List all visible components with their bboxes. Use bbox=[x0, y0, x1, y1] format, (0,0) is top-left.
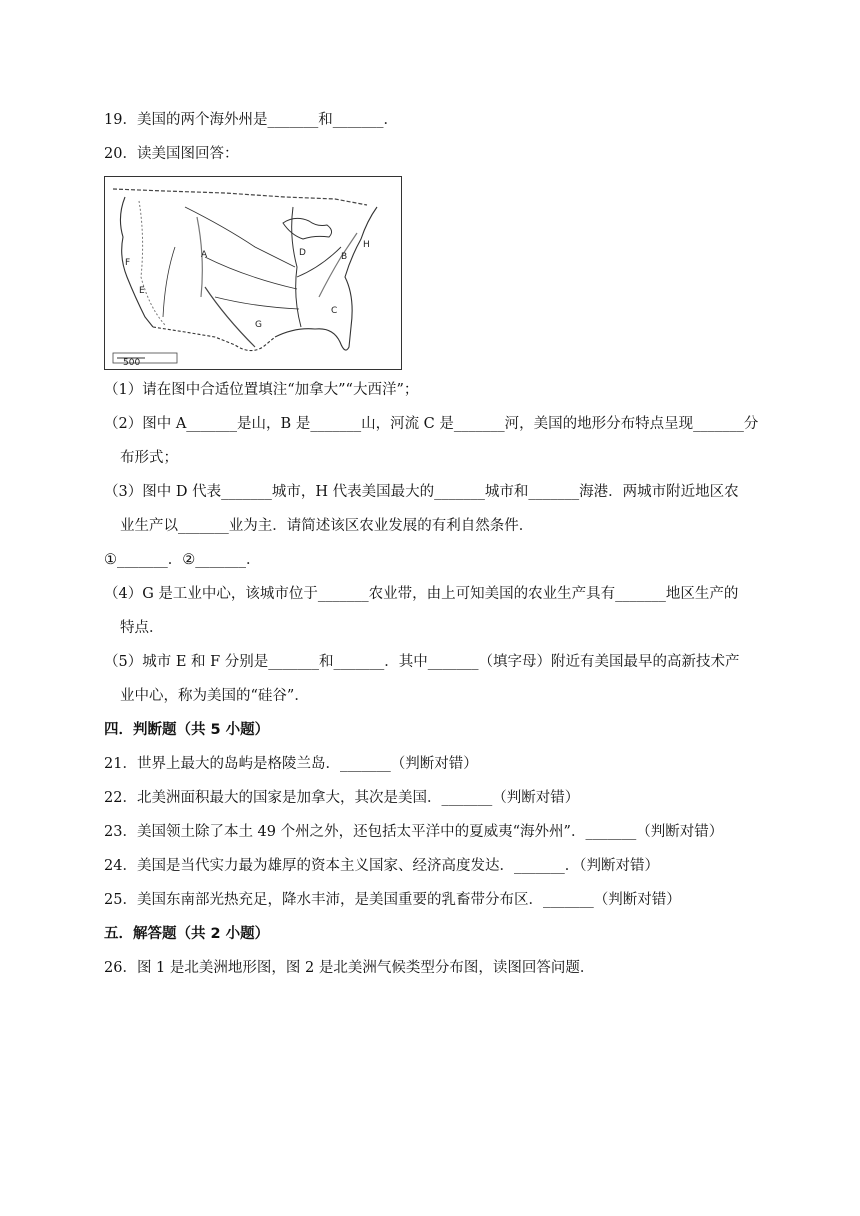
map-label-h: H bbox=[363, 240, 370, 250]
q20-part4-line2: 特点． bbox=[120, 620, 164, 636]
q20-part3-line3: ①_______．②_______． bbox=[104, 552, 261, 568]
question-22: 22．北美洲面积最大的国家是加拿大，其次是美国．_______（判断对错） bbox=[104, 790, 580, 806]
q20-part5-line2: 业中心，称为美国的“硅谷”． bbox=[120, 688, 309, 704]
map-label-c: C bbox=[331, 306, 338, 316]
map-label-f: F bbox=[125, 258, 131, 268]
q20-part2-line1: （2）图中 A_______是山，B 是_______山，河流 C 是_______河，美国的地形分布特点呈现_______分 bbox=[104, 416, 759, 432]
usa-map-figure bbox=[104, 176, 402, 370]
question-25: 25．美国东南部光热充足，降水丰沛，是美国重要的乳畜带分布区．_______（判断对错） bbox=[104, 892, 681, 908]
map-label-g: G bbox=[255, 320, 262, 330]
border-line bbox=[113, 189, 367, 205]
usa-map bbox=[105, 177, 401, 369]
question-23: 23．美国领土除了本土 49 个州之外，还包括太平洋中的夏威夷“海外州”．_______（判断对错） bbox=[104, 824, 724, 840]
question-24: 24．美国是当代实力最为雄厚的资本主义国家、经济高度发达．_______．（判断对错） bbox=[104, 858, 659, 874]
map-label-d: D bbox=[299, 248, 306, 258]
q20-part2-line2: 布形式； bbox=[120, 450, 178, 466]
map-label-a: A bbox=[201, 250, 208, 260]
svg-text:500: 500 bbox=[123, 358, 141, 368]
question-26: 26．图 1 是北美洲地形图，图 2 是北美洲气候类型分布图，读图回答问题． bbox=[104, 960, 595, 976]
q20-part5-line1: （5）城市 E 和 F 分别是_______和_______．其中_______（填字母）附近有美国最早的高新技术产 bbox=[104, 654, 740, 670]
q20-part4-line1: （4）G 是工业中心，该城市位于_______农业带，由上可知美国的农业生产具有_______地区生产的 bbox=[104, 586, 739, 602]
question-21: 21．世界上最大的岛屿是格陵兰岛．_______（判断对错） bbox=[104, 756, 478, 772]
section-5-heading: 五．解答题（共 2 小题） bbox=[104, 926, 270, 942]
question-20-stem: 20．读美国图回答： bbox=[104, 146, 239, 162]
q20-part1: （1）请在图中合适位置填注“加拿大”“大西洋”； bbox=[104, 382, 419, 398]
section-4-heading: 四．判断题（共 5 小题） bbox=[104, 722, 270, 738]
q20-part3-line2: 业生产以_______业为主．请简述该区农业发展的有利自然条件． bbox=[120, 518, 534, 534]
map-label-b: B bbox=[341, 252, 348, 262]
map-label-e: E bbox=[139, 286, 145, 296]
q20-part3-line1: （3）图中 D 代表_______城市，H 代表美国最大的_______城市和_______海港．两城市附近地区农 bbox=[104, 484, 739, 500]
question-19: 19．美国的两个海外州是_______和_______． bbox=[104, 112, 398, 128]
